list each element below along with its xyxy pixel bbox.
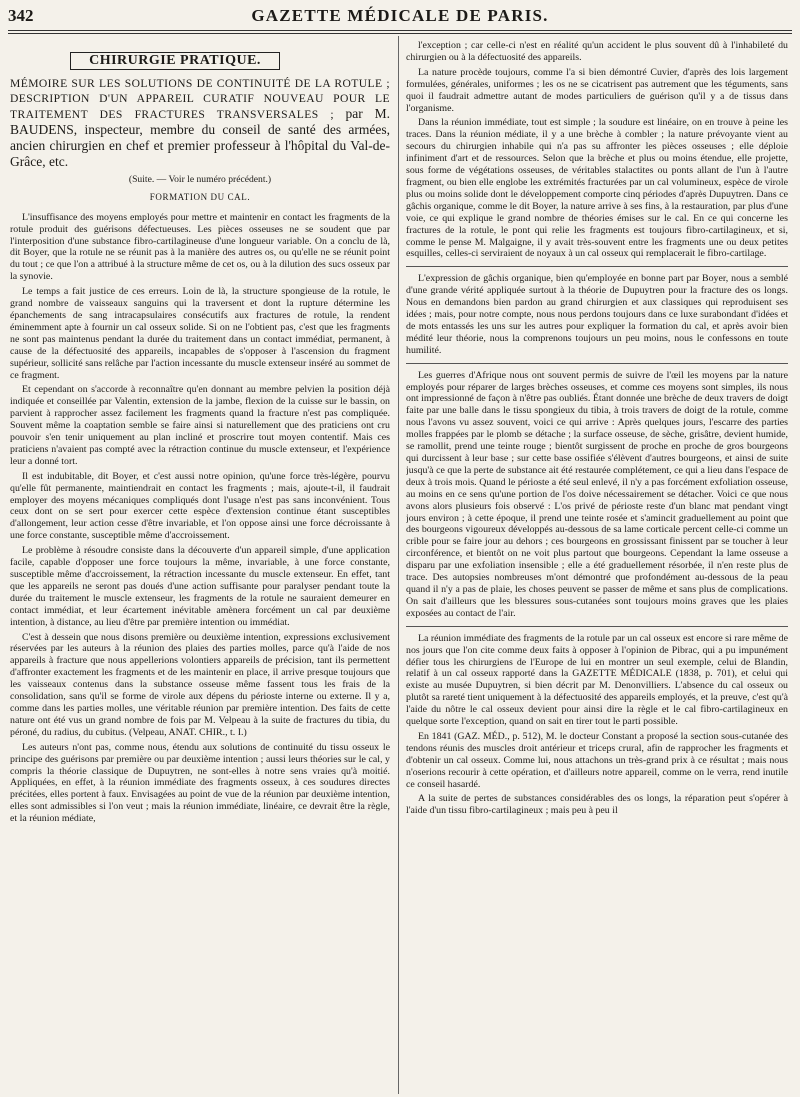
- right-column-body: [406, 40, 788, 817]
- left-column: [10, 40, 390, 1092]
- paragraph: A la suite de pertes de substances considérables des os longs, la réparation peut s'opérer à l'aide d'un tissu fibro-cartilagineux ; mais peu à peu il: [406, 793, 788, 817]
- paragraph: L'insuffisance des moyens employés pour mettre et maintenir en contact les fragments de la rotule produit des guérisons défectueuses. Les pièces osseuses ne se soudent que par l'interposition d'une substance fibro-cartilagineuse d'une longueur variable. On a conclu de là, dit Boyer, que la rotule ne se réunit pas à la manière des autres os, ou qu'elle ne se réunit point du tout ; ce que l'on a attribué à la structure même de cet os, ou à la dilution des sucs osseux par la synovie.: [10, 211, 390, 283]
- paragraph: l'exception ; car celle-ci n'est en réalité qu'un accident le plus souvent dû à l'inhabileté du chirurgien ou à la défectuosité des appareils.: [406, 40, 788, 63]
- paragraph: La nature procède toujours, comme l'a si bien démontré Cuvier, d'après des lois largement formulées, générales, uniformes ; les os ne se cicatrisent pas autrement que les téguments, sans quoi il faudrait admettre autant de modes particuliers de guérison qu'il y a de tissus dans l'organisme.: [406, 66, 788, 114]
- paragraph: Le temps a fait justice de ces erreurs. Loin de là, la structure spongieuse de la rotule, le grand nombre de vaisseaux sanguins qui la traversent et dont la rupture détermine les épanchements de sang intracapsulaires consécutifs aux fractures de rotule, la rendent éminemment apte à fournir un cal osseux solide. Si on ne l'obtient pas, c'est que les fragments ne sont pas maintenus pendant la durée du traitement dans un contact immédiat, permanent, à cause de la défectuosité des appareils, incapables de s'opposer à l'ascension du fragment supérieur, sollicité sans relâche par l'action incessante du muscle extenseur inséré au sommet de ce fragment.: [10, 286, 390, 381]
- subheading: FORMATION DU CAL.: [149, 191, 251, 202]
- continuation-note: (Suite. — Voir le numéro précédent.): [128, 173, 272, 185]
- page-number: 342: [8, 6, 34, 25]
- paragraph: Il est indubitable, dit Boyer, et c'est aussi notre opinion, qu'une force très-légère, pourvu qu'elle fût permanente, maintiendrait en contact les fragments ; mais, ajoute-t-il, il faudrait employer des moyens mécaniques compliqués dont l'usage n'est pas sans inconvénient. Tous ceux dont on se sert pour exercer cette espèce d'extension continue étant susceptibles d'allongement, leur action cesse d'être invariable, et l'on oppose ainsi une force décroissante à une force constante, susceptible même d'accroissement.: [10, 470, 390, 542]
- paragraph: Et cependant on s'accorde à reconnaître qu'en donnant au membre pelvien la position déjà indiquée et conseillée par Valentin, extension de la jambe, flexion de la cuisse sur le bassin, on parvient à rapprocher assez facilement les fragments quand la fracture n'est pas compliquée. Souvent même la coaptation semble se faire ainsi si naturellement que des praticiens ont cru pouvoir s'en tenir uniquement au plan incliné et proscrire tout moyen contentif. Mais ces praticiens n'avaient pas compté avec la rétraction continue du muscle extenseur, et l'expérience leur a donné tort.: [10, 384, 390, 467]
- header-rule: [8, 30, 792, 31]
- article-title: [10, 76, 390, 170]
- paragraph: L'expression de gâchis organique, bien qu'employée en bonne part par Boyer, nous a semblé d'une grande vérité appliquée surtout à la théorie de Dupuytren pour la fracture des os longs. Nous en demandons bien pardon au grand chirurgien et aux classiques qui reproduisent ses idées ; mais, pour notre compte, nous nous perdons toujours dans ce luxe surabondant d'idées et de mots entassés les uns sur les autres pour expliquer la formation du cal, et après avoir bien médité leur théorie, nous la comprenons toujours un peu moins, nous le confessons en toute humilité.: [406, 273, 788, 356]
- page-header: [0, 0, 800, 40]
- section-separator: [406, 266, 788, 267]
- column-divider: [398, 36, 399, 1094]
- journal-title: GAZETTE MÉDICALE DE PARIS.: [251, 6, 549, 25]
- section-separator: [406, 626, 788, 627]
- paragraph: C'est à dessein que nous disons première ou deuxième intention, expressions exclusivement réservées par les auteurs à la réunion des plaies des parties molles, parce qu'à l'aide de nos appareils à fracture que nous appellerions volontiers appareils de précision, tant ils permettent d'affronter exactement les fragments et de les maintenir en place, il arrive presque toujours que les vaisseaux contenus dans la substance osseuse même fassent tous les frais de la consolidation, sans qu'il se forme de virole aux dépens du périoste interne ou externe. Il y a, comme dans les parties molles, une véritable réunion par première intention. Des faits de cette nature ont été vus un grand nombre de fois par M. Velpeau à la suite de fractures du tibia, du péroné, du radius, du cubitus. (Velpeau, ANAT. CHIR., t. I.): [10, 631, 390, 738]
- left-column-body: [10, 212, 390, 825]
- right-column: [406, 40, 788, 1092]
- paragraph: Les guerres d'Afrique nous ont souvent permis de suivre de l'œil les moyens par la nature employés pour réparer de larges brèches osseuses, et comme ces moyens sont simples, ils nous ont impressionné de façon à n'être pas oubliés. Étant donnée une brèche de deux travers de doigt faite par une balle dans le tissu spongieux du tibia, à trois travers de doigt de la rotule, comme nous l'avons vu assez souvent, voici ce qui arrive : Après quelques jours, l'escarre des parties molles frappées par le plomb se détache ; la surface osseuse, de sèche, grisâtre, devient humide, se ramollit, prend une teinte rouge ; bientôt surgissent de proche en proche de gros bourgeons qui durcissent à leur base ; sur cette base ossifiée s'élèvent d'autres bourgeons, et ainsi de suite jusqu'à ce que la perte de substance ait été restaurée complétement, ce qui a lieu dans l'espace de deux à trois mois. Quand le périoste a été seul enlevé, il n'y a pas forcément exfoliation osseuse, au moins en ce sens qu'une portion de l'os doive nécessairement se détacher. Voici ce que nous avons alors plusieurs fois observé : L'os privé de périoste reste d'un blanc mat pendant vingt jours environ ; à cette époque, il prend une teinte rosée et s'amincit graduellement au point que des bourgeons vigoureux développés au-dessous de sa lame corticale percent celle-ci comme un crible pour se faire jour au dehors ; ces bourgeons en grossissant finissent par se toucher à leur circonférence, et bientôt on ne voit plus partout que bourgeons. Cependant la lame osseuse a disparu par une exfoliation insensible ; elle a été graduellement résorbée, il n'en reste plus de trace. Des autopsies nombreuses m'ont démontré que profondément au-dessous de la peau quand il n'y a pas de plaie, les choses peuvent se passer de même et sans plus de complications. On sait d'ailleurs que les blessures sous-cutanées sont toujours moins graves que les plaies exposées au contact de l'air.: [406, 369, 788, 619]
- article-title-main: MÉMOIRE SUR LES SOLUTIONS DE CONTINUITÉ DE LA ROTULE ; DESCRIPTION D'UN APPAREIL CURATIF NOUVEAU POUR LE TRAITEMENT DES FRACTURES TRANSVERSALES ;: [10, 76, 390, 121]
- section-heading: CHIRURGIE PRATIQUE.: [70, 52, 280, 70]
- paragraph: Dans la réunion immédiate, tout est simple ; la soudure est linéaire, on en trouve à peine les traces. Dans la réunion médiate, il y a une brèche à combler ; la nature prévoyante vient au secours du chirurgien inhabile qui n'a pas su affronter les pièces osseuses ; elle déploie infiniment d'art et de ressources. Selon que la brèche et plus ou moins étendue, elle projette, sous forme de végétations osseuses, de véritables stalactites ou ponts allant de l'un à l'autre fragment, ou bien elle englobe les extrémités fracturées par un cal volumineux, espèce de virole plus ou moins solide dont le développement comporte cinq périodes d'après Dupuytren. Dans ce gâchis organique, comme le dit Boyer, la nature arrive à ses fins, à la restauration, par plus d'une voie, ce qui explique le grand nombre de théories émises sur le cal. En ce qui concerne les fractures de la rotule, le pont qui relie les fragments est toujours fibro-cartilagineux, et si, comme le pense M. Malgaigne, il y avait très-souvent entre les fragments une ou deux petites esquilles, celles-ci serviraient de noyaux à un cal osseux qui remplacerait le fibro-cartilage.: [406, 117, 788, 260]
- section-separator: [406, 363, 788, 364]
- header-rule-double: [8, 33, 792, 34]
- paragraph: En 1841 (GAZ. MÉD., p. 512), M. le docteur Constant a proposé la section sous-cutanée des tendons réunis des muscles droit antérieur et triceps crural, afin de rapprocher les fragments et d'obtenir un cal osseux. Comme lui, nous attachons un très-grand prix à ce résultat ; mais nous n'oserions recourir à cette opération, et d'ailleurs notre appareil, comme on le verra, rend inutile ce conseil hasardé.: [406, 730, 788, 790]
- paragraph: Les auteurs n'ont pas, comme nous, étendu aux solutions de continuité du tissu osseux le principe des guérisons par première ou par deuxième intention ; aussi leurs théories sur le cal, y compris la théorie classique de Dupuytren, ne sont-elles à notre sens vraies qu'à moitié. Appliquées, en effet, à la réunion immédiate des fragments osseux, à ces soudures directes précitées, elles portent à faux. Envisagées au point de vue de la réunion par deuxième intention, elles sont admissibles si l'on veut ; mais la réunion immédiate, linéaire, ce devrait être la règle, et la réunion médiate,: [10, 741, 390, 825]
- article-author: par M. BAUDENS, inspecteur, membre du conseil de santé des armées, ancien chirurgien en chef et premier professeur à l'hôpital du Val-de-Grâce, etc.: [10, 105, 390, 169]
- paragraph: Le problème à résoudre consiste dans la découverte d'un appareil simple, d'une application facile, capable d'opposer une force toujours la même, invariable, à une force constante, susceptible même d'accroissement, la rétraction incessante du muscle extenseur. En effet, tant que les appareils ne seront pas doués d'une action suffisante pour paralyser pendant toute la durée du traitement le muscle extenseur, les fragments de la rotule ne sauraient demeurer en contact immédiat, et leur écartement inévitable amènera forcément un cal par deuxième intention, à distance, au lieu d'être par première intention ou immédiat.: [10, 545, 390, 628]
- paragraph: La réunion immédiate des fragments de la rotule par un cal osseux est encore si rare même de nos jours que l'on cite comme deux faits à opposer à l'opinion de Pibrac, qui a pu impunément défier tous les chirurgiens de l'Europe de lui en montrer un seul exemple, celui de Blandin, relatif à un cal osseux rapporté dans la GAZETTE MÉDICALE (1838, p. 701), et celui qui existe au musée Dupuytren, si bien décrit par M. Denonvilliers. L'absence du cal osseux ou plutôt sa rareté tient uniquement à la défectuosité des appareils employés, et la preuve, c'est qu'à l'aide du nôtre le cal osseux devient pour ainsi dire la règle et le cal fibro-cartilagineux en quelque sorte l'exception, quand on sait en tirer tout le parti possible.: [406, 632, 788, 728]
